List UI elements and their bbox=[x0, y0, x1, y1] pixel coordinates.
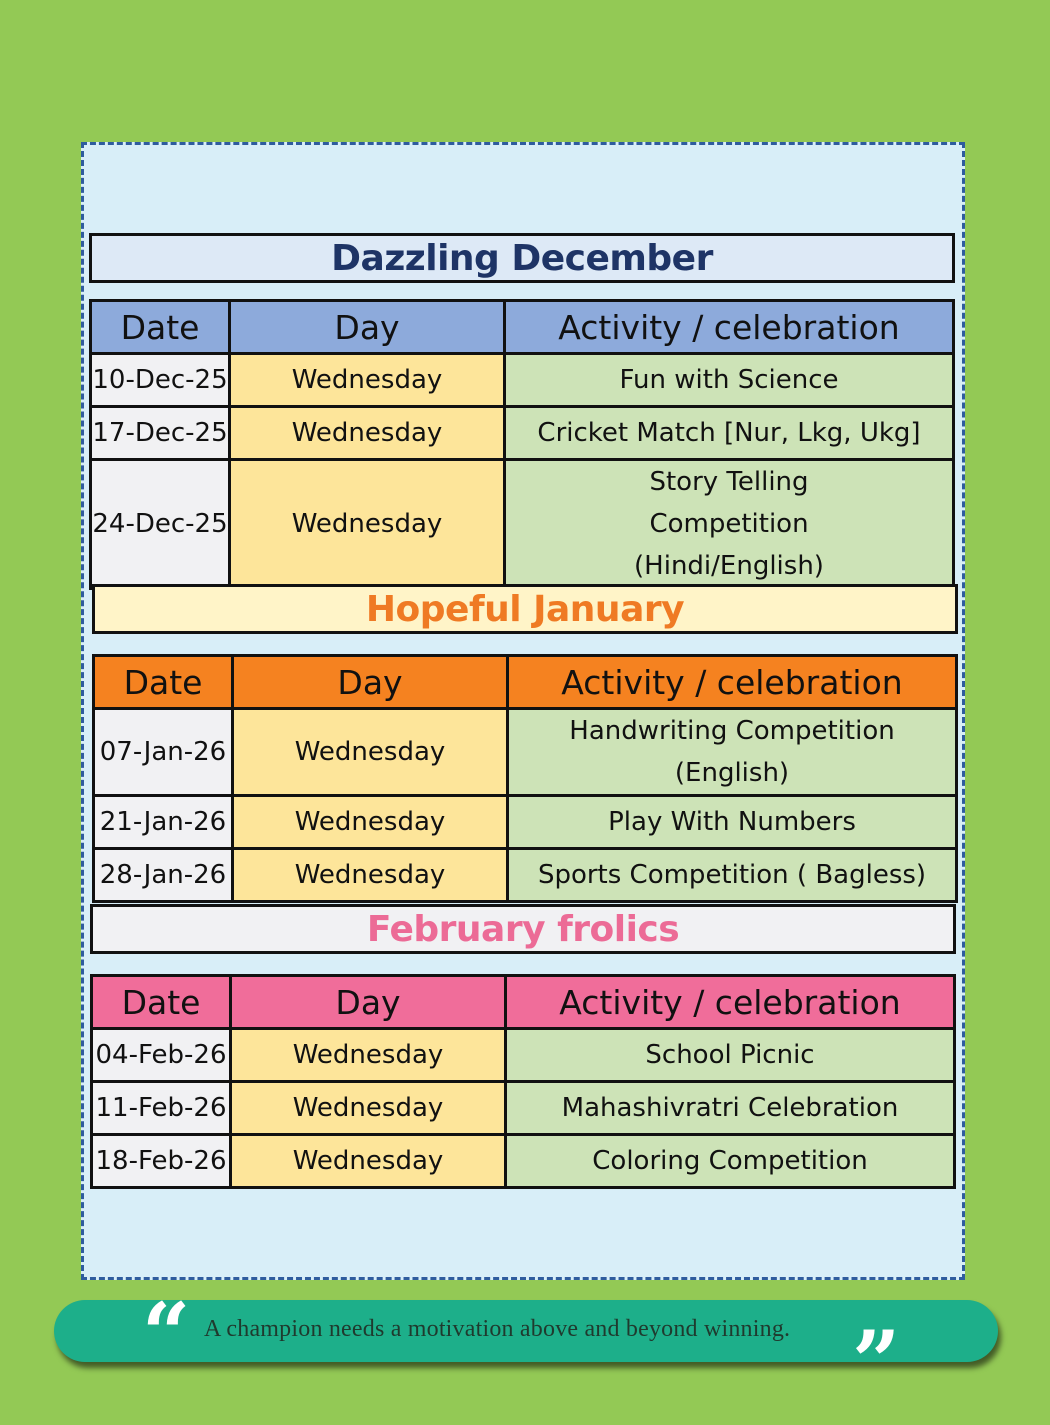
day-cell: Wednesday bbox=[233, 796, 508, 849]
january-section bbox=[92, 584, 958, 890]
activity-cell: Handwriting Competition (English) bbox=[508, 709, 957, 796]
date-cell: 21-Jan-26 bbox=[94, 796, 233, 849]
header-activity: Activity / celebration bbox=[506, 976, 955, 1029]
day-cell: Wednesday bbox=[233, 709, 508, 796]
table-row bbox=[94, 849, 957, 902]
quote-text: A champion needs a motivation above and beyond winning. bbox=[204, 1316, 791, 1342]
quote-banner bbox=[54, 1284, 998, 1411]
january-table bbox=[92, 654, 958, 903]
table-row bbox=[91, 407, 954, 460]
table-row bbox=[94, 796, 957, 849]
activity-cell: Fun with Science bbox=[505, 354, 954, 407]
table-row bbox=[94, 709, 957, 796]
date-cell: 24-Dec-25 bbox=[91, 460, 230, 589]
table-header-row bbox=[91, 301, 954, 354]
section-title-january: Hopeful January bbox=[92, 584, 958, 634]
header-date: Date bbox=[92, 976, 231, 1029]
day-cell: Wednesday bbox=[231, 1135, 506, 1188]
february-section bbox=[90, 904, 956, 1192]
header-day: Day bbox=[233, 656, 508, 709]
activity-cell: School Picnic bbox=[506, 1029, 955, 1082]
day-cell: Wednesday bbox=[231, 1029, 506, 1082]
date-cell: 11-Feb-26 bbox=[92, 1082, 231, 1135]
header-activity: Activity / celebration bbox=[505, 301, 954, 354]
december-section bbox=[89, 233, 955, 581]
table-row bbox=[92, 1135, 955, 1188]
header-day: Day bbox=[231, 976, 506, 1029]
day-cell: Wednesday bbox=[230, 354, 505, 407]
date-cell: 04-Feb-26 bbox=[92, 1029, 231, 1082]
table-header-row bbox=[94, 656, 957, 709]
table-row bbox=[91, 460, 954, 589]
activity-cell: Sports Competition ( Bagless) bbox=[508, 849, 957, 902]
header-date: Date bbox=[94, 656, 233, 709]
activity-cell: Cricket Match [Nur, Lkg, Ukg] bbox=[505, 407, 954, 460]
section-title-december: Dazzling December bbox=[89, 233, 955, 283]
activity-cell: Mahashivratri Celebration bbox=[506, 1082, 955, 1135]
february-table bbox=[90, 974, 956, 1189]
day-cell: Wednesday bbox=[230, 460, 505, 589]
header-day: Day bbox=[230, 301, 505, 354]
section-title-february: February frolics bbox=[90, 904, 956, 954]
december-table bbox=[89, 299, 955, 590]
date-cell: 07-Jan-26 bbox=[94, 709, 233, 796]
table-row bbox=[92, 1082, 955, 1135]
activity-cell: Play With Numbers bbox=[508, 796, 957, 849]
day-cell: Wednesday bbox=[231, 1082, 506, 1135]
activity-cell: Coloring Competition bbox=[506, 1135, 955, 1188]
table-header-row bbox=[92, 976, 955, 1029]
table-row bbox=[92, 1029, 955, 1082]
date-cell: 17-Dec-25 bbox=[91, 407, 230, 460]
day-cell: Wednesday bbox=[230, 407, 505, 460]
activity-cell: Story Telling Competition (Hindi/English) bbox=[505, 460, 954, 589]
date-cell: 28-Jan-26 bbox=[94, 849, 233, 902]
header-activity: Activity / celebration bbox=[508, 656, 957, 709]
date-cell: 10-Dec-25 bbox=[91, 354, 230, 407]
header-date: Date bbox=[91, 301, 230, 354]
day-cell: Wednesday bbox=[233, 849, 508, 902]
open-quote-icon: “ bbox=[142, 1284, 191, 1383]
close-quote-icon: ” bbox=[852, 1312, 901, 1411]
date-cell: 18-Feb-26 bbox=[92, 1135, 231, 1188]
table-row bbox=[91, 354, 954, 407]
